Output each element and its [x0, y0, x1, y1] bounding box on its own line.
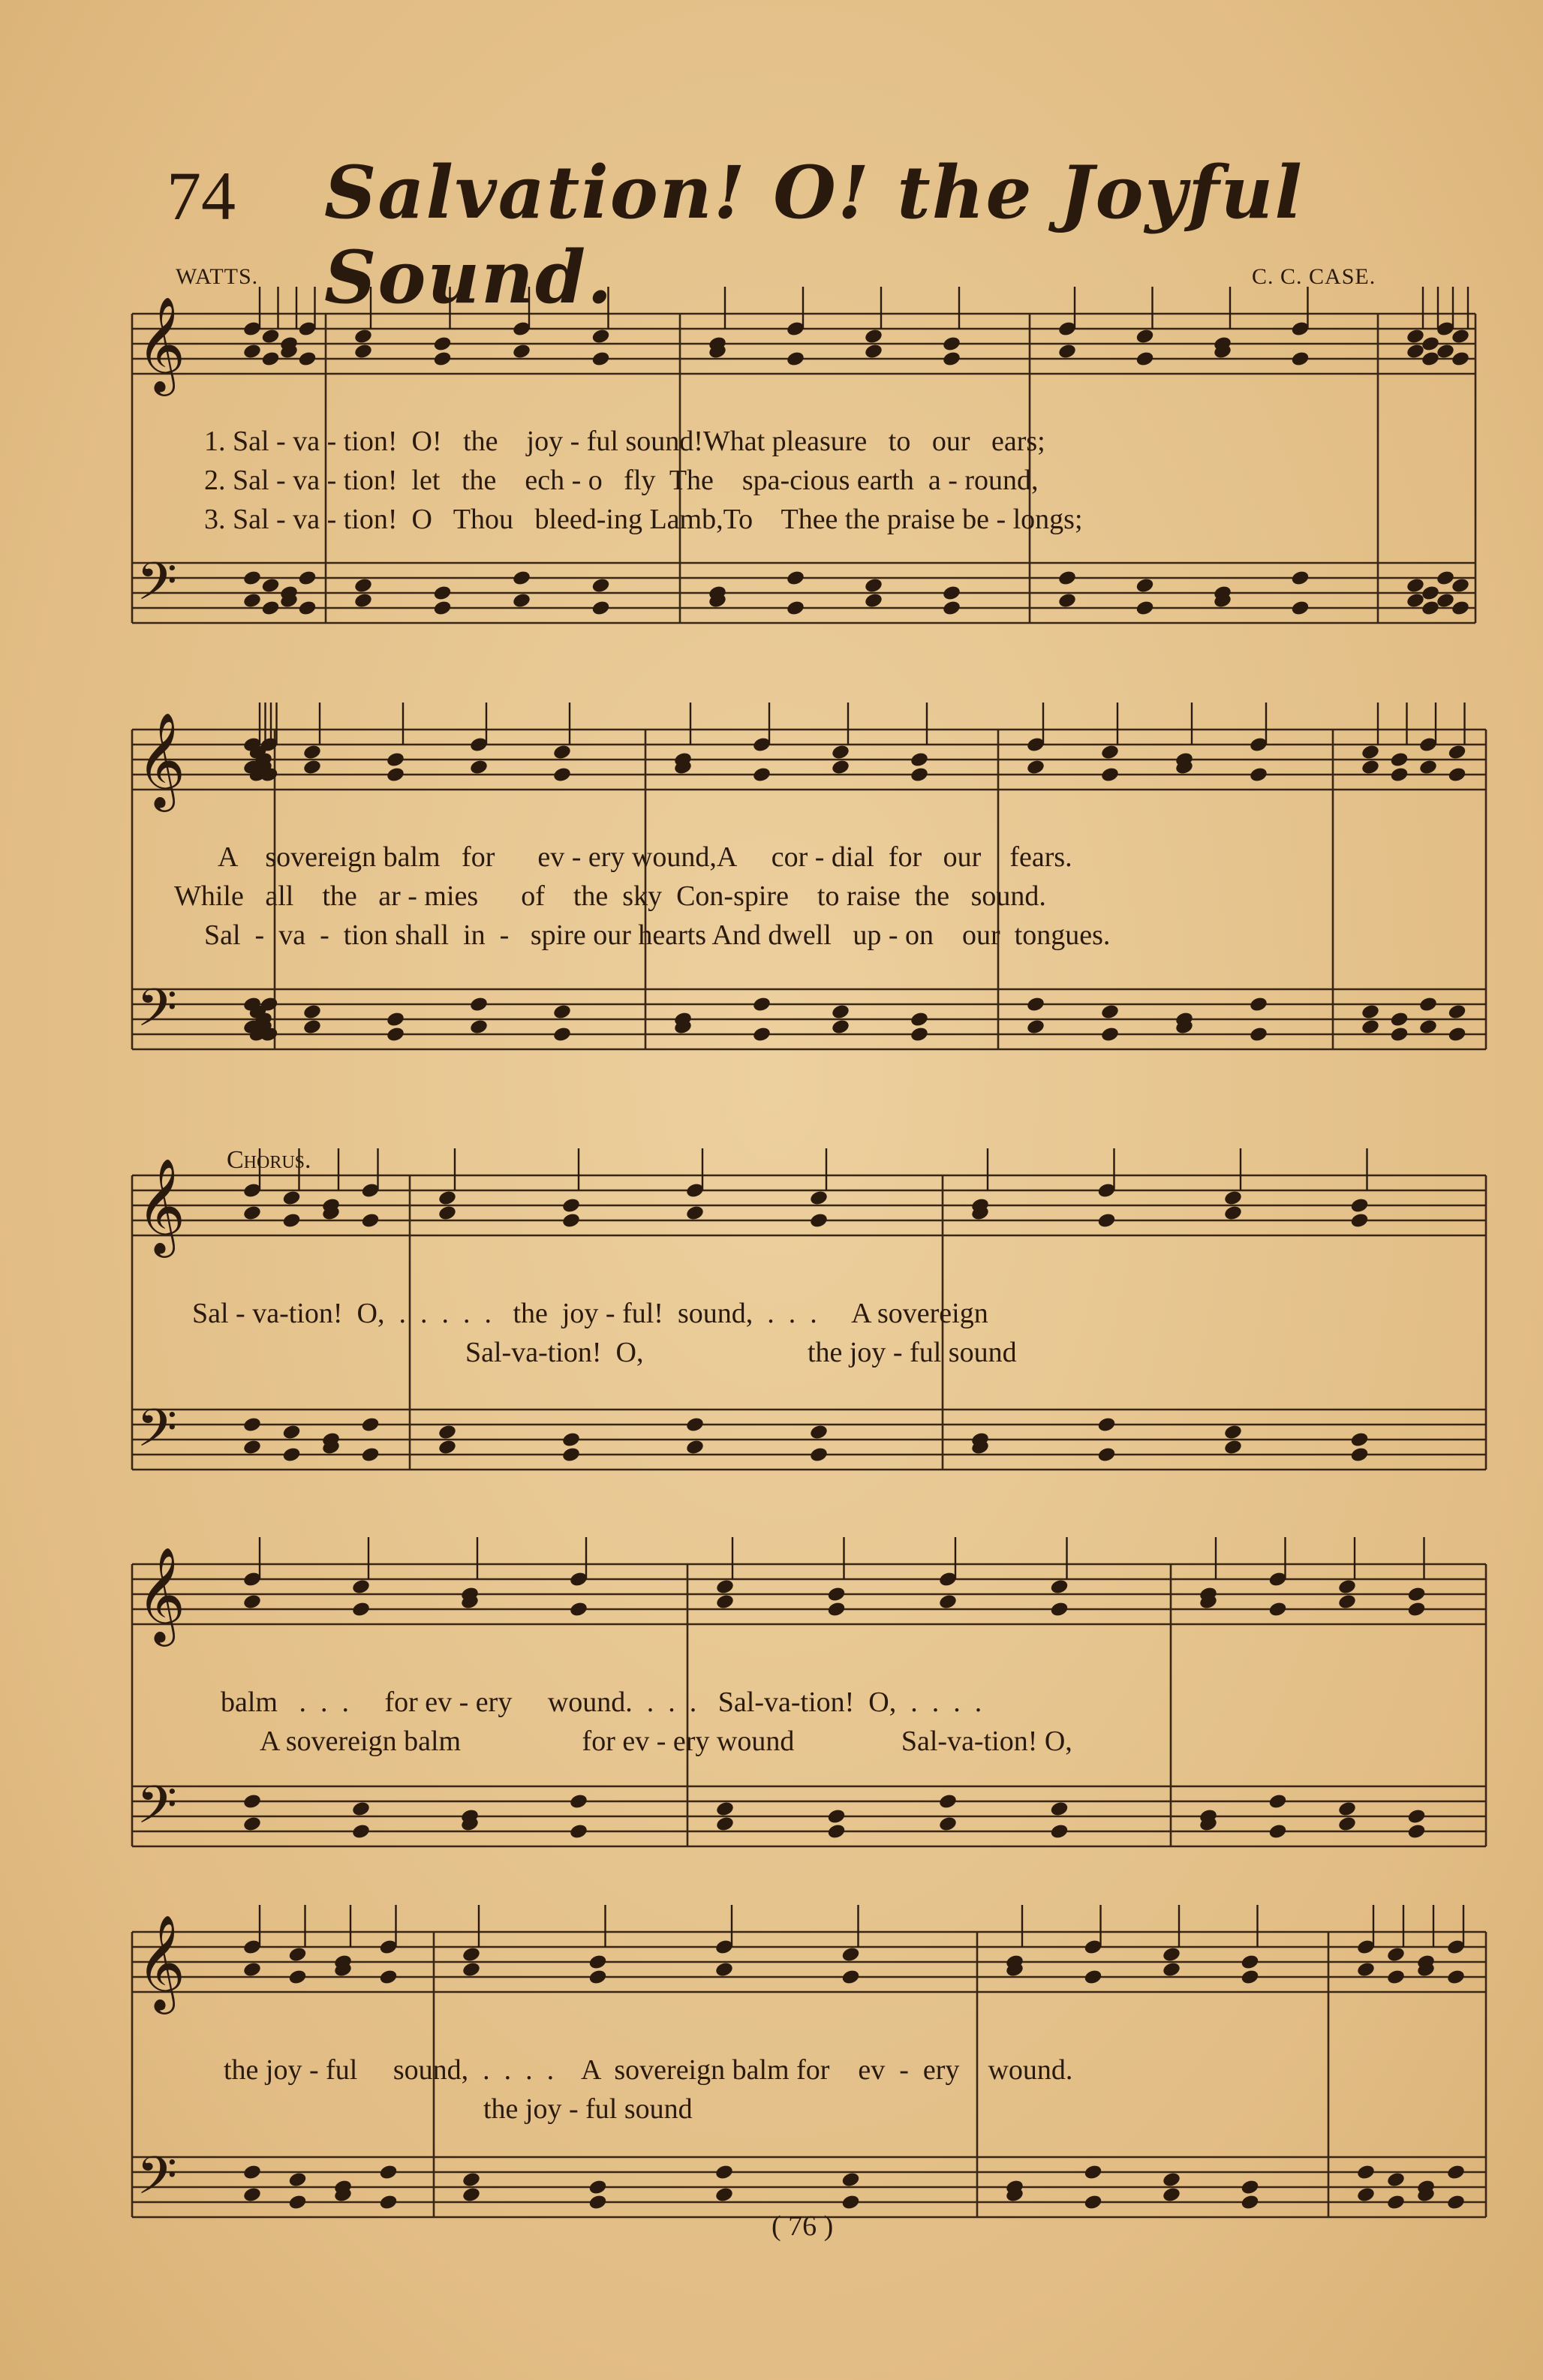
- bass-note: [281, 1424, 301, 1441]
- treble-note: [378, 1969, 398, 1986]
- treble-note: [1100, 744, 1120, 761]
- treble-note: [242, 1205, 262, 1222]
- treble-note: [462, 1961, 481, 1978]
- treble-note: [260, 351, 280, 368]
- treble-clef-icon: 𝄞: [137, 296, 186, 392]
- chorus-label: Chorus.: [227, 1146, 311, 1174]
- bass-note: [378, 2164, 398, 2181]
- bass-note: [864, 577, 883, 594]
- bass-note: [715, 1816, 735, 1833]
- bass-note: [462, 2186, 481, 2204]
- treble-note: [569, 1601, 588, 1618]
- treble-note: [864, 328, 883, 345]
- treble-note: [1447, 744, 1466, 761]
- treble-note: [512, 343, 531, 360]
- treble-note: [1249, 766, 1268, 784]
- treble-note: [386, 766, 405, 784]
- treble-note: [1135, 351, 1154, 368]
- treble-note: [841, 1969, 860, 1986]
- treble-note: [242, 1961, 262, 1978]
- bass-clef-icon: 𝄢: [137, 551, 178, 624]
- treble-note: [260, 328, 280, 345]
- treble-note: [1135, 328, 1154, 345]
- bass-note: [1356, 2164, 1376, 2181]
- bass-note: [1290, 600, 1310, 617]
- bass-note: [438, 1439, 457, 1456]
- treble-note: [386, 751, 405, 769]
- bass-note: [841, 2171, 860, 2189]
- hymn-number: 74: [167, 158, 236, 234]
- bass-note: [1026, 996, 1045, 1013]
- treble-note: [831, 759, 850, 776]
- bass-note: [462, 2171, 481, 2189]
- treble-note: [1451, 328, 1470, 345]
- treble-note: [910, 751, 929, 769]
- bass-note: [297, 570, 317, 587]
- treble-note: [1421, 335, 1440, 353]
- bass-note: [360, 1416, 380, 1434]
- bass-note: [1049, 1823, 1069, 1840]
- treble-note: [1083, 1969, 1102, 1986]
- bass-note: [1026, 1018, 1045, 1036]
- treble-note: [1389, 766, 1409, 784]
- bass-note: [242, 1416, 262, 1434]
- treble-note: [1349, 1197, 1369, 1214]
- treble-note: [281, 1190, 301, 1207]
- bass-note: [1418, 996, 1438, 1013]
- treble-note: [1240, 1954, 1259, 1971]
- treble-note: [353, 328, 373, 345]
- bass-note: [1083, 2194, 1102, 2211]
- bass-note: [591, 577, 610, 594]
- bass-note: [942, 600, 961, 617]
- treble-note: [841, 1946, 860, 1963]
- bass-note: [561, 1446, 581, 1464]
- treble-note: [1337, 1593, 1357, 1611]
- treble-note: [438, 1205, 457, 1222]
- bass-note: [1386, 2194, 1406, 2211]
- bass-note: [260, 577, 280, 594]
- treble-note: [242, 343, 262, 360]
- bass-note: [1268, 1793, 1287, 1810]
- bass-note: [242, 570, 262, 587]
- treble-note: [432, 335, 452, 353]
- treble-note: [432, 351, 452, 368]
- treble-note: [826, 1601, 846, 1618]
- bass-note: [588, 2179, 607, 2196]
- bass-note: [353, 592, 373, 609]
- treble-clef-icon: 𝄞: [137, 1157, 186, 1253]
- bass-note: [831, 1018, 850, 1036]
- treble-note: [588, 1969, 607, 1986]
- treble-note: [1406, 343, 1425, 360]
- bass-note: [910, 1026, 929, 1043]
- treble-note: [1049, 1601, 1069, 1618]
- bass-note: [1421, 600, 1440, 617]
- bass-note: [809, 1446, 829, 1464]
- bass-note: [287, 2194, 307, 2211]
- bass-note: [1349, 1446, 1369, 1464]
- treble-note: [809, 1212, 829, 1229]
- treble-note: [826, 1586, 846, 1603]
- chorus-lyric-s4-upper: balm . . . for ev - ery wound. . . . Sal-va-tion! O, . . . .: [221, 1686, 982, 1718]
- chorus-lyric-s4-lower: A sovereign balm for ev - ery wound Sal-va-tion! O,: [260, 1726, 1072, 1757]
- treble-note: [462, 1946, 481, 1963]
- bass-note: [281, 1446, 301, 1464]
- treble-note: [351, 1601, 371, 1618]
- lyric-line-s1-v1: 1. Sal - va - tion! O! the joy - ful sound!What pleasure to our ears;: [204, 426, 1045, 457]
- treble-note: [1240, 1969, 1259, 1986]
- treble-note: [714, 1961, 734, 1978]
- treble-note: [360, 1212, 380, 1229]
- treble-note: [1451, 351, 1470, 368]
- lyric-line-s2-v2: While all the ar - mies of the sky Con-spire to raise the sound.: [174, 880, 1046, 912]
- treble-note: [302, 744, 322, 761]
- treble-note: [1100, 766, 1120, 784]
- treble-note: [1389, 751, 1409, 769]
- bass-note: [1162, 2171, 1181, 2189]
- bass-note: [1406, 1808, 1426, 1825]
- bass-note: [685, 1439, 705, 1456]
- bass-clef-icon: 𝄢: [137, 2145, 178, 2219]
- bass-note: [297, 600, 317, 617]
- hymn-title: Salvation! O! the Joyful Sound.: [324, 150, 1304, 320]
- bass-note: [1223, 1439, 1243, 1456]
- bass-note: [1446, 2164, 1466, 2181]
- bass-note: [1162, 2186, 1181, 2204]
- bass-note: [1451, 600, 1470, 617]
- bass-note: [1135, 600, 1154, 617]
- chorus-lyric-s3-lower: Sal-va-tion! O, the joy - ful sound: [465, 1337, 1017, 1368]
- treble-note: [1447, 766, 1466, 784]
- bass-note: [714, 2164, 734, 2181]
- treble-note: [1406, 1601, 1426, 1618]
- treble-note: [438, 1190, 457, 1207]
- treble-note: [1049, 1578, 1069, 1596]
- treble-note: [1349, 1212, 1369, 1229]
- treble-note: [1162, 1961, 1181, 1978]
- treble-note: [831, 744, 850, 761]
- treble-note: [1337, 1578, 1357, 1596]
- treble-note: [302, 759, 322, 776]
- treble-note: [588, 1954, 607, 1971]
- music-credit: C. C. CASE.: [1252, 264, 1376, 289]
- bass-note: [1356, 2186, 1376, 2204]
- words-credit: WATTS.: [176, 264, 259, 289]
- bass-note: [1361, 1003, 1380, 1021]
- chorus-lyric-s5-upper: the joy - ful sound, . . . . A sovereign balm for ev - ery wound.: [224, 2054, 1073, 2086]
- bass-note: [1406, 1823, 1426, 1840]
- treble-note: [752, 766, 772, 784]
- bass-note: [1100, 1003, 1120, 1021]
- treble-note: [1356, 1961, 1376, 1978]
- treble-note: [297, 351, 317, 368]
- bass-note: [938, 1816, 958, 1833]
- treble-note: [938, 1593, 958, 1611]
- bass-note: [353, 577, 373, 594]
- treble-note: [1418, 759, 1438, 776]
- bass-note: [242, 1793, 262, 1810]
- treble-note: [1361, 744, 1380, 761]
- bass-note: [752, 996, 772, 1013]
- treble-clef-icon: 𝄞: [137, 1546, 186, 1642]
- treble-note: [1386, 1946, 1406, 1963]
- treble-note: [242, 1593, 262, 1611]
- treble-clef-icon: 𝄞: [137, 1914, 186, 2010]
- treble-note: [942, 351, 961, 368]
- bass-note: [569, 1823, 588, 1840]
- bass-note: [302, 1003, 322, 1021]
- treble-note: [1223, 1205, 1243, 1222]
- bass-clef-icon: 𝄢: [137, 1398, 178, 1471]
- treble-note: [552, 744, 572, 761]
- bass-note: [1349, 1431, 1369, 1449]
- bass-note: [942, 585, 961, 602]
- treble-note: [1446, 1969, 1466, 1986]
- treble-note: [1290, 351, 1310, 368]
- bass-note: [841, 2194, 860, 2211]
- bass-note: [1418, 1018, 1438, 1036]
- treble-note: [715, 1593, 735, 1611]
- bass-note: [1100, 1026, 1120, 1043]
- bass-note: [260, 600, 280, 617]
- bass-note: [786, 600, 805, 617]
- bass-note: [242, 2186, 262, 2204]
- bass-note: [1057, 592, 1077, 609]
- treble-note: [1406, 1586, 1426, 1603]
- treble-note: [1268, 1601, 1287, 1618]
- bass-note: [1268, 1823, 1287, 1840]
- bass-note: [715, 1801, 735, 1818]
- bass-note: [351, 1823, 371, 1840]
- treble-note: [353, 343, 373, 360]
- bass-note: [591, 600, 610, 617]
- bass-note: [287, 2171, 307, 2189]
- bass-note: [1249, 996, 1268, 1013]
- bass-note: [938, 1793, 958, 1810]
- bass-note: [561, 1431, 581, 1449]
- treble-note: [1421, 351, 1440, 368]
- bass-note: [1389, 1011, 1409, 1028]
- bass-note: [1436, 592, 1455, 609]
- bass-note: [242, 1439, 262, 1456]
- treble-note: [287, 1969, 307, 1986]
- bass-note: [386, 1011, 405, 1028]
- bass-clef-icon: 𝄢: [137, 1774, 178, 1848]
- bass-note: [1049, 1801, 1069, 1818]
- bass-note: [1083, 2164, 1102, 2181]
- bass-note: [469, 1018, 489, 1036]
- treble-note: [1096, 1212, 1116, 1229]
- bass-note: [552, 1003, 572, 1021]
- bass-note: [588, 2194, 607, 2211]
- treble-note: [1223, 1190, 1243, 1207]
- lyric-line-s1-v3: 3. Sal - va - tion! O Thou bleed-ing Lamb,To Thee the praise be - longs;: [204, 504, 1083, 535]
- bass-note: [242, 2164, 262, 2181]
- bass-note: [242, 592, 262, 609]
- bass-note: [1337, 1816, 1357, 1833]
- treble-note: [1361, 759, 1380, 776]
- bass-note: [1057, 570, 1077, 587]
- treble-note: [809, 1190, 829, 1207]
- bass-note: [512, 570, 531, 587]
- bass-note: [1096, 1416, 1116, 1434]
- treble-note: [685, 1205, 705, 1222]
- bass-note: [1290, 570, 1310, 587]
- treble-note: [1406, 328, 1425, 345]
- bass-note: [438, 1424, 457, 1441]
- bass-note: [386, 1026, 405, 1043]
- bass-note: [786, 570, 805, 587]
- bass-note: [469, 996, 489, 1013]
- treble-note: [561, 1212, 581, 1229]
- bass-note: [1421, 585, 1440, 602]
- lyric-line-s1-v2: 2. Sal - va - tion! let the ech - o fly The spa-cious earth a - round,: [204, 465, 1039, 496]
- bass-note: [1249, 1026, 1268, 1043]
- lyric-line-s2-v1: A sovereign balm for ev - ery wound,A cor - dial for our fears.: [218, 841, 1072, 873]
- bass-note: [351, 1801, 371, 1818]
- lyric-line-s2-v3: Sal - va - tion shall in - spire our hearts And dwell up - on our tongues.: [204, 919, 1111, 951]
- treble-note: [1436, 343, 1455, 360]
- bass-note: [1135, 577, 1154, 594]
- bass-note: [1361, 1018, 1380, 1036]
- treble-note: [561, 1197, 581, 1214]
- bass-clef-icon: 𝄢: [137, 977, 178, 1051]
- bass-note: [1096, 1446, 1116, 1464]
- treble-note: [469, 759, 489, 776]
- bass-note: [1240, 2194, 1259, 2211]
- treble-note: [715, 1578, 735, 1596]
- bass-note: [910, 1011, 929, 1028]
- treble-note: [281, 1212, 301, 1229]
- page-number: ( 76 ): [772, 2210, 834, 2242]
- chorus-lyric-s5-lower: the joy - ful sound: [483, 2093, 693, 2125]
- bass-note: [809, 1424, 829, 1441]
- bass-note: [242, 1816, 262, 1833]
- bass-note: [685, 1416, 705, 1434]
- bass-note: [826, 1808, 846, 1825]
- treble-clef-icon: 𝄞: [137, 712, 186, 808]
- bass-note: [1240, 2179, 1259, 2196]
- bass-note: [864, 592, 883, 609]
- bass-note: [360, 1446, 380, 1464]
- bass-note: [1446, 2194, 1466, 2211]
- bass-note: [552, 1026, 572, 1043]
- bass-note: [569, 1793, 588, 1810]
- bass-note: [1406, 577, 1425, 594]
- treble-note: [591, 351, 610, 368]
- bass-note: [752, 1026, 772, 1043]
- bass-note: [512, 592, 531, 609]
- treble-note: [1057, 343, 1077, 360]
- treble-note: [910, 766, 929, 784]
- treble-note: [591, 328, 610, 345]
- treble-note: [351, 1578, 371, 1596]
- bass-note: [1447, 1003, 1466, 1021]
- treble-note: [552, 766, 572, 784]
- bass-note: [1406, 592, 1425, 609]
- bass-note: [826, 1823, 846, 1840]
- bass-note: [378, 2194, 398, 2211]
- bass-note: [1389, 1026, 1409, 1043]
- bass-note: [1386, 2171, 1406, 2189]
- bass-note: [1447, 1026, 1466, 1043]
- treble-note: [287, 1946, 307, 1963]
- bass-note: [432, 585, 452, 602]
- bass-note: [714, 2186, 734, 2204]
- bass-note: [831, 1003, 850, 1021]
- treble-note: [1162, 1946, 1181, 1963]
- bass-note: [1223, 1424, 1243, 1441]
- treble-note: [1026, 759, 1045, 776]
- treble-note: [942, 335, 961, 353]
- bass-note: [1337, 1801, 1357, 1818]
- treble-note: [786, 351, 805, 368]
- chorus-lyric-s3-upper: Sal - va-tion! O, . . . . . the joy - ful! sound, . . . A sovereign: [192, 1298, 988, 1329]
- bass-note: [1451, 577, 1470, 594]
- bass-note: [432, 600, 452, 617]
- bass-note: [1436, 570, 1455, 587]
- treble-note: [1386, 1969, 1406, 1986]
- bass-note: [302, 1018, 322, 1036]
- treble-note: [864, 343, 883, 360]
